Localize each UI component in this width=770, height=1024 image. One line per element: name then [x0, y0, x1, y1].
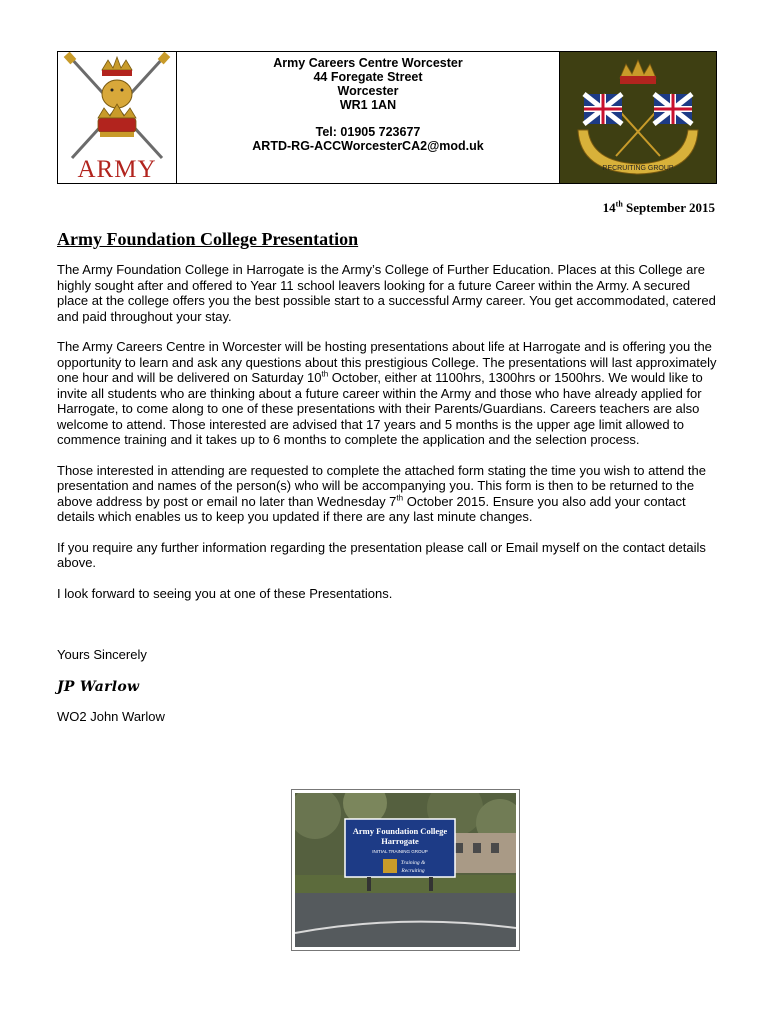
- sign-line-2: Harrogate: [381, 836, 419, 846]
- college-sign-photo: [291, 789, 520, 951]
- address-line: WR1 1AN: [339, 98, 397, 112]
- recruiting-logo-text: RECRUITING GROUP: [602, 165, 674, 172]
- letter-title: Army Foundation College Presentation: [57, 229, 359, 249]
- address-block: [177, 56, 559, 153]
- email-address: ARTD-RG-ACCWorcesterCA2@mod.uk: [252, 139, 484, 153]
- sign-line-3: INITIAL TRAINING GROUP: [372, 849, 428, 854]
- paragraph: The Army Foundation College in Harrogate is the Army’s College of Further Education. Places at this College are highly sought after and offered to Year 11 school leavers looking for a future Career within the Army. A secured place at the college offers you the best possible start to a successful Army career. You get accommodated, catered and paid throughout your stay.: [57, 262, 716, 324]
- closing: Yours Sincerely: [57, 647, 147, 662]
- union-flag-left-icon: [584, 94, 622, 124]
- date-suffix: th: [615, 199, 623, 209]
- paragraph: If you require any further information regarding the presentation please call or Email myself on the contact details above.: [57, 539, 706, 570]
- sign-line-5: Recruiting: [401, 868, 425, 874]
- army-crest-logo: [58, 52, 177, 183]
- union-flag-right-icon: [654, 94, 692, 124]
- recruiting-emblem-icon: [383, 859, 397, 873]
- letter-date: [603, 200, 715, 216]
- date-day: 14: [602, 200, 616, 215]
- letterhead: [57, 51, 717, 184]
- army-wordmark: ARMY: [77, 156, 157, 183]
- recruiting-group-logo: [559, 52, 716, 183]
- letter-body: [57, 262, 722, 725]
- date-month-year: September 2015: [622, 200, 715, 215]
- sign-line-4: Training &: [400, 860, 426, 866]
- college-sign-photo-icon: [295, 793, 516, 947]
- signature: JP Warlow: [57, 678, 140, 695]
- sign-line-1: Army Foundation College: [352, 826, 448, 836]
- paragraph: I look forward to seeing you at one of these Presentations.: [57, 585, 393, 601]
- recruiting-group-icon: [560, 52, 716, 183]
- signatory-name: WO2 John Warlow: [57, 709, 165, 724]
- telephone: Tel: 01905 723677: [315, 125, 421, 139]
- address-line: Worcester: [337, 84, 399, 98]
- paragraph: The Army Careers Centre in Worcester will be hosting presentations about life at Harrogate and is offering you the opportunity to learn and ask any questions about this prestigious College. The presentations will last approximately one hour and will be delivered on Saturday 10th October, either at 1100hrs, 1300hrs or 1500hrs. We would like to invite all students who are thinking about a future career within the Army and those who have already applied for Harrogate, to come along to one of these presentations with their Parents/Guardians. Careers teachers are also welcome to attend. Those interested are advised that 17 years and 5 months is the upper age limit allowed to commence training and it takes up to 6 months to complete the application and the selection process.: [57, 339, 717, 447]
- address-line: 44 Foregate Street: [313, 70, 423, 84]
- paragraph: Those interested in attending are requested to complete the attached form stating the time you wish to attend the presentation and names of the person(s) who will be accompanying you. This form is then to be returned to the above address by post or email no later than Wednesday 7th October 2015. Ensure you also add your contact details which enables us to keep you updated if there are any last minute changes.: [57, 462, 706, 524]
- address-line: Army Careers Centre Worcester: [273, 56, 463, 70]
